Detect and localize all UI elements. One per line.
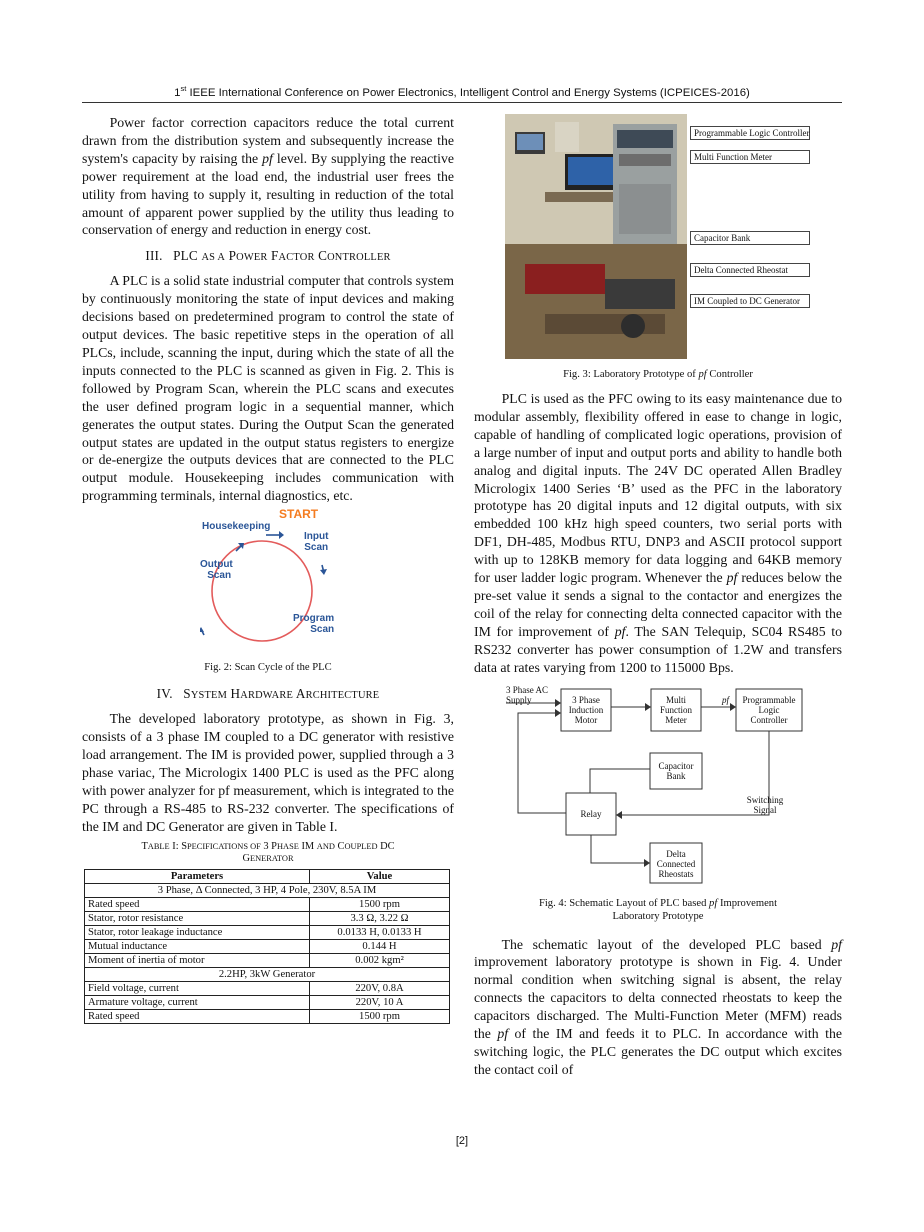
arrowhead-1: [279, 531, 284, 539]
line-relay-motor: [518, 713, 566, 813]
col-parameters: Parameters: [85, 870, 310, 884]
arrowhead-2: [320, 569, 327, 575]
left-column: [82, 114, 454, 1024]
label-meter: Multi Function Meter: [659, 694, 692, 725]
label-switching: Switching Signal: [746, 794, 784, 815]
label-capacitor-bank: Capacitor Bank: [690, 231, 810, 245]
label-plc: Programmable Logic Controller: [690, 126, 810, 140]
table-row: Rated speed 1500 rpm: [85, 1010, 450, 1024]
table-row: Mutual inductance 0.144 H: [85, 940, 450, 954]
table-row: Stator, rotor leakage inductance 0.0133 H, 0.0133 H: [85, 926, 450, 940]
photo-illustration: [505, 114, 687, 359]
prototype-photo: [505, 114, 687, 359]
label-supply: 3 Phase AC Supply: [506, 684, 549, 705]
table-group-row: 3 Phase, Δ Connected, 3 HP, 4 Pole, 230V, 8.5A IM: [85, 884, 450, 898]
paragraph-hardware: The developed laboratory prototype, as shown in Fig. 3, consists of a 3 phase IM coupled to a DC generator with resistive load arrangement. The IM is provided power, supplied through a 3 phase variac, The Micrologix 1400 PLC is used as the PFC along with power analyzer for pf measurement, which is integrated to the PC through a RS-485 to RS-232 converter. The specifications of the IM and DC Generator are given in Table I.: [82, 711, 454, 834]
label-pf: pf: [722, 694, 730, 705]
label-plc-box: Programmable Logic Controller: [742, 694, 796, 725]
label-input-scan: Input Scan: [304, 531, 329, 554]
label-motor: 3 Phase Induction Motor: [568, 694, 604, 725]
figure-scan-cycle: [82, 509, 454, 659]
running-header: 1st IEEE International Conference on Power Electronics, Intelligent Control and Energy Systems (ICPEICES-2016): [82, 84, 842, 103]
paragraph-plc: A PLC is a solid state industrial computer that controls system by continuously monitoring the state of input devices and making decisions based on predetermined program to control the state of output devices. The basic repetitive steps in the operation of all PLCs, include, scanning the input, during which the state of all the inputs connected to the PLC is scanned as given in Fig. 2. This is followed by Program Scan, wherein the PLC scans and executes the user defined program logic in a sequential manner, which generates the output states. During the Output Scan the generated output states are updated in the output status registers to energize or de-energize the outputs devices that are connected to the PLC output module. Housekeeping includes communication with programming terminals, internal diagnostics, etc.: [82, 273, 454, 504]
col-value: Value: [310, 870, 450, 884]
table-header-row: [85, 870, 450, 884]
label-relay: Relay: [580, 808, 602, 819]
fig2-caption: Fig. 2: Scan Cycle of the PLC: [204, 662, 332, 674]
label-housekeeping: Housekeeping: [202, 521, 271, 533]
fig3-caption: Fig. 3: Laboratory Prototype of pf Controller: [563, 369, 753, 380]
fig4-caption: Fig. 4: Schematic Layout of PLC based pf Improvement Laboratory Prototype: [538, 897, 778, 922]
figure-prototype-photo: [474, 114, 842, 364]
label-mfm: Multi Function Meter: [690, 150, 810, 164]
table-row: Moment of inertia of motor 0.002 kgm²: [85, 954, 450, 968]
section-heading-4: IV. SYSTEM HARDWARE ARCHITECTURE: [156, 686, 380, 702]
table-row: Stator, rotor resistance 3.3 Ω, 3.22 Ω: [85, 912, 450, 926]
label-program-scan: Program Scan: [293, 613, 335, 636]
arrowhead-relay: [616, 811, 622, 819]
line-relay-rheo: [591, 835, 650, 863]
label-output-scan: Output Scan: [200, 559, 233, 582]
label-rheostat: Delta Connected Rheostat: [690, 263, 810, 277]
table-row: Rated speed 1500 rpm: [85, 898, 450, 912]
arrowhead-4: [200, 627, 204, 632]
spec-table: [84, 869, 450, 1024]
line-cap-relay: [590, 769, 650, 793]
paragraph-plc-pfc: PLC is used as the PFC owing to its easy maintenance due to modular assembly, flexibility offered in ease to change in logic, capable of handling of complicated logic operations, provision of a large number of input and output ports and ability to handle both analog and digital inputs. The 24V DC operated Allen Bradley Micrologix 1400 Series ‘B’ used as the PFC in the laboratory prototype has 20 digital inputs and 12 digital outputs, with six embedded 100 kHz high speed counters, two serial ports with DF1, DH-485, Modbus RTU, DNP3 and ASCII protocol support with up to 128KB memory for data logging and 64KB memory for user ladder logic program. Whenever the pf reduces below the pre-set value it sends a signal to the contactor and energizes the coil of the relay for connecting delta connected capacitor with the IM for improvement of pf. The SAN Telequip, SC04 RS485 to RS232 converter has power consumption of 1.2W and transfers data at rates varying from 1200 to 115000 Bps.: [474, 391, 843, 675]
table-caption: TABLE I: SPECIFICATIONS OF 3 PHASE IM AND COUPLED DC GENERATOR: [141, 841, 395, 865]
table-group-row: 2.2HP, 3kW Generator: [85, 968, 450, 982]
table-row: Armature voltage, current 220V, 10 A: [85, 996, 450, 1010]
right-column: [474, 114, 842, 1079]
label-rheostat-box: Delta Connected Rheostats: [656, 848, 696, 879]
page-number: [2]: [455, 1135, 469, 1147]
paragraph-pfc: Power factor correction capacitors reduce the total current drawn from the distribution system and subsequently increase the system's capacity by raising the pf level. By supplying the reactive power requirement at the load end, the industrial user frees the utility from having to supply it, resulting in reduction of the total amount of apparent power supplied by the utility thus leading to conservation of energy and reduction in energy cost.: [82, 115, 454, 238]
label-im-dc: IM Coupled to DC Generator: [690, 294, 810, 308]
figure-schematic: [474, 683, 842, 895]
label-start: START: [279, 507, 319, 522]
table-row: Field voltage, current 220V, 0.8A: [85, 982, 450, 996]
paragraph-schematic: The schematic layout of the developed PLC based pf improvement laboratory prototype is shown in Fig. 4. Under normal condition when switching signal is absent, the relay connects the capacitors to delta connected rheostats to keep the capacitors discharged. The Multi-Function Meter (MFM) reads the pf of the IM and feeds it to PLC. In accordance with the switching logic, the PLC generates the DC output which excites the contact coil of: [474, 936, 842, 1077]
label-capacitor: Capacitor Bank: [658, 760, 694, 781]
section-heading-3: III. PLC AS A POWER FACTOR CONTROLLER: [145, 248, 391, 264]
